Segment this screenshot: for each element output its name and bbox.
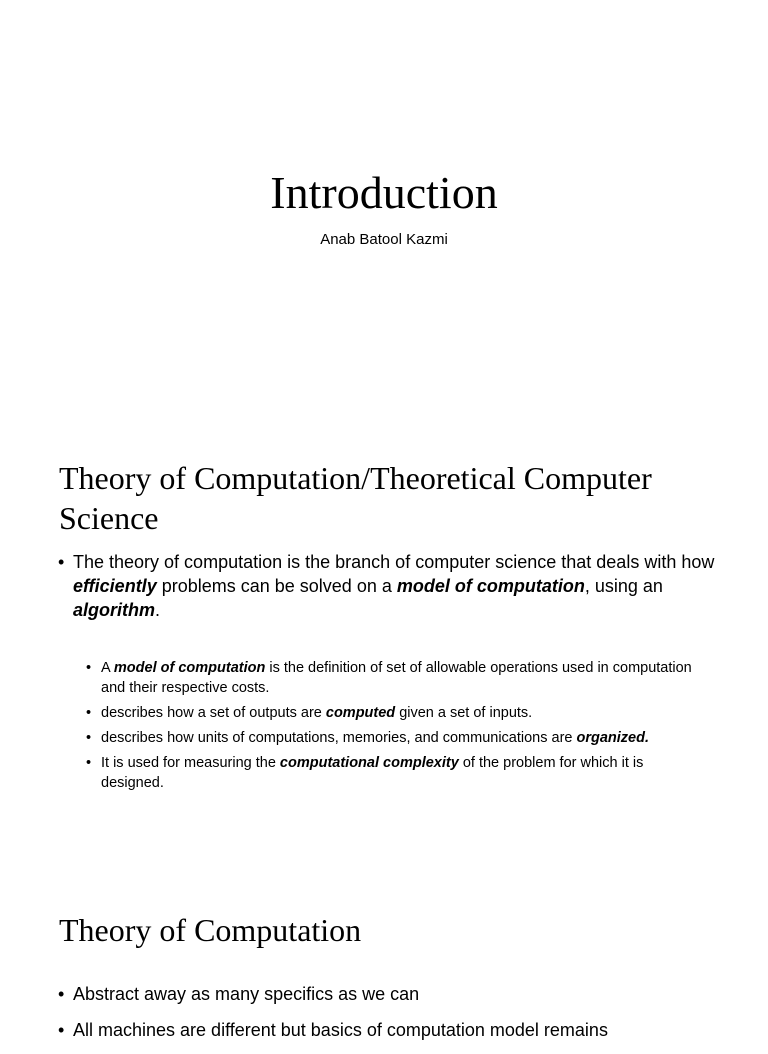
bullet-text: problems can be solved on a xyxy=(156,576,397,596)
bullet-text: It is used for measuring the xyxy=(101,755,280,771)
theory-of-computation-slide xyxy=(0,862,768,1040)
slide-title: Introduction xyxy=(270,167,498,218)
bullet-text: Abstract away as many specifics as we can xyxy=(73,984,420,1004)
list-item xyxy=(86,728,706,748)
bullet-text: given a set of inputs. xyxy=(395,705,533,721)
list-item xyxy=(58,550,718,622)
bullet-text: describes how a set of outputs are xyxy=(101,705,326,721)
bullet-text: is the definition of set of allowable operations used in computation and their respective costs. xyxy=(101,660,692,696)
emphasis-text: computed xyxy=(325,705,396,721)
title-slide xyxy=(0,0,768,432)
list-item xyxy=(58,1018,718,1042)
bullet-text: , using an xyxy=(584,576,663,596)
bullet-icon: • xyxy=(86,705,92,721)
list-item xyxy=(86,658,706,698)
slide-title: Theory of Computation/Theoretical Computer Science xyxy=(59,460,652,536)
main-bullet-list xyxy=(58,550,718,622)
emphasis-text: organized. xyxy=(576,730,650,746)
bullet-icon: • xyxy=(86,660,92,676)
main-bullet-list xyxy=(58,982,718,1054)
bullet-text: All machines are different but basics of computation model remains xyxy=(73,1020,608,1040)
emphasis-text: algorithm xyxy=(73,600,156,620)
sub-bullet-list xyxy=(86,658,706,798)
emphasis-text: computational complexity xyxy=(279,755,459,771)
bullet-icon: • xyxy=(58,552,65,572)
slide-title: Theory of Computation xyxy=(59,912,362,948)
bullet-icon: • xyxy=(58,984,65,1004)
bullet-text: The theory of computation is the branch of computer science that deals with how xyxy=(73,552,715,572)
bullet-icon: • xyxy=(86,755,92,771)
list-item xyxy=(86,753,706,793)
bullet-icon: • xyxy=(86,730,92,746)
emphasis-text: efficiently xyxy=(73,576,157,596)
bullet-text: . xyxy=(155,600,161,620)
theory-of-computation-definition-slide xyxy=(0,432,768,862)
author-name: Anab Batool Kazmi xyxy=(320,231,448,248)
emphasis-text: model of computation xyxy=(113,660,266,676)
bullet-text: A xyxy=(101,660,114,676)
bullet-text: of the problem for which it is designed. xyxy=(101,755,644,791)
list-item xyxy=(86,703,706,723)
bullet-icon: • xyxy=(58,1020,65,1040)
emphasis-text: model of computation xyxy=(396,576,585,596)
list-item xyxy=(58,982,718,1006)
bullet-text: describes how units of computations, memories, and communications are xyxy=(101,730,577,746)
